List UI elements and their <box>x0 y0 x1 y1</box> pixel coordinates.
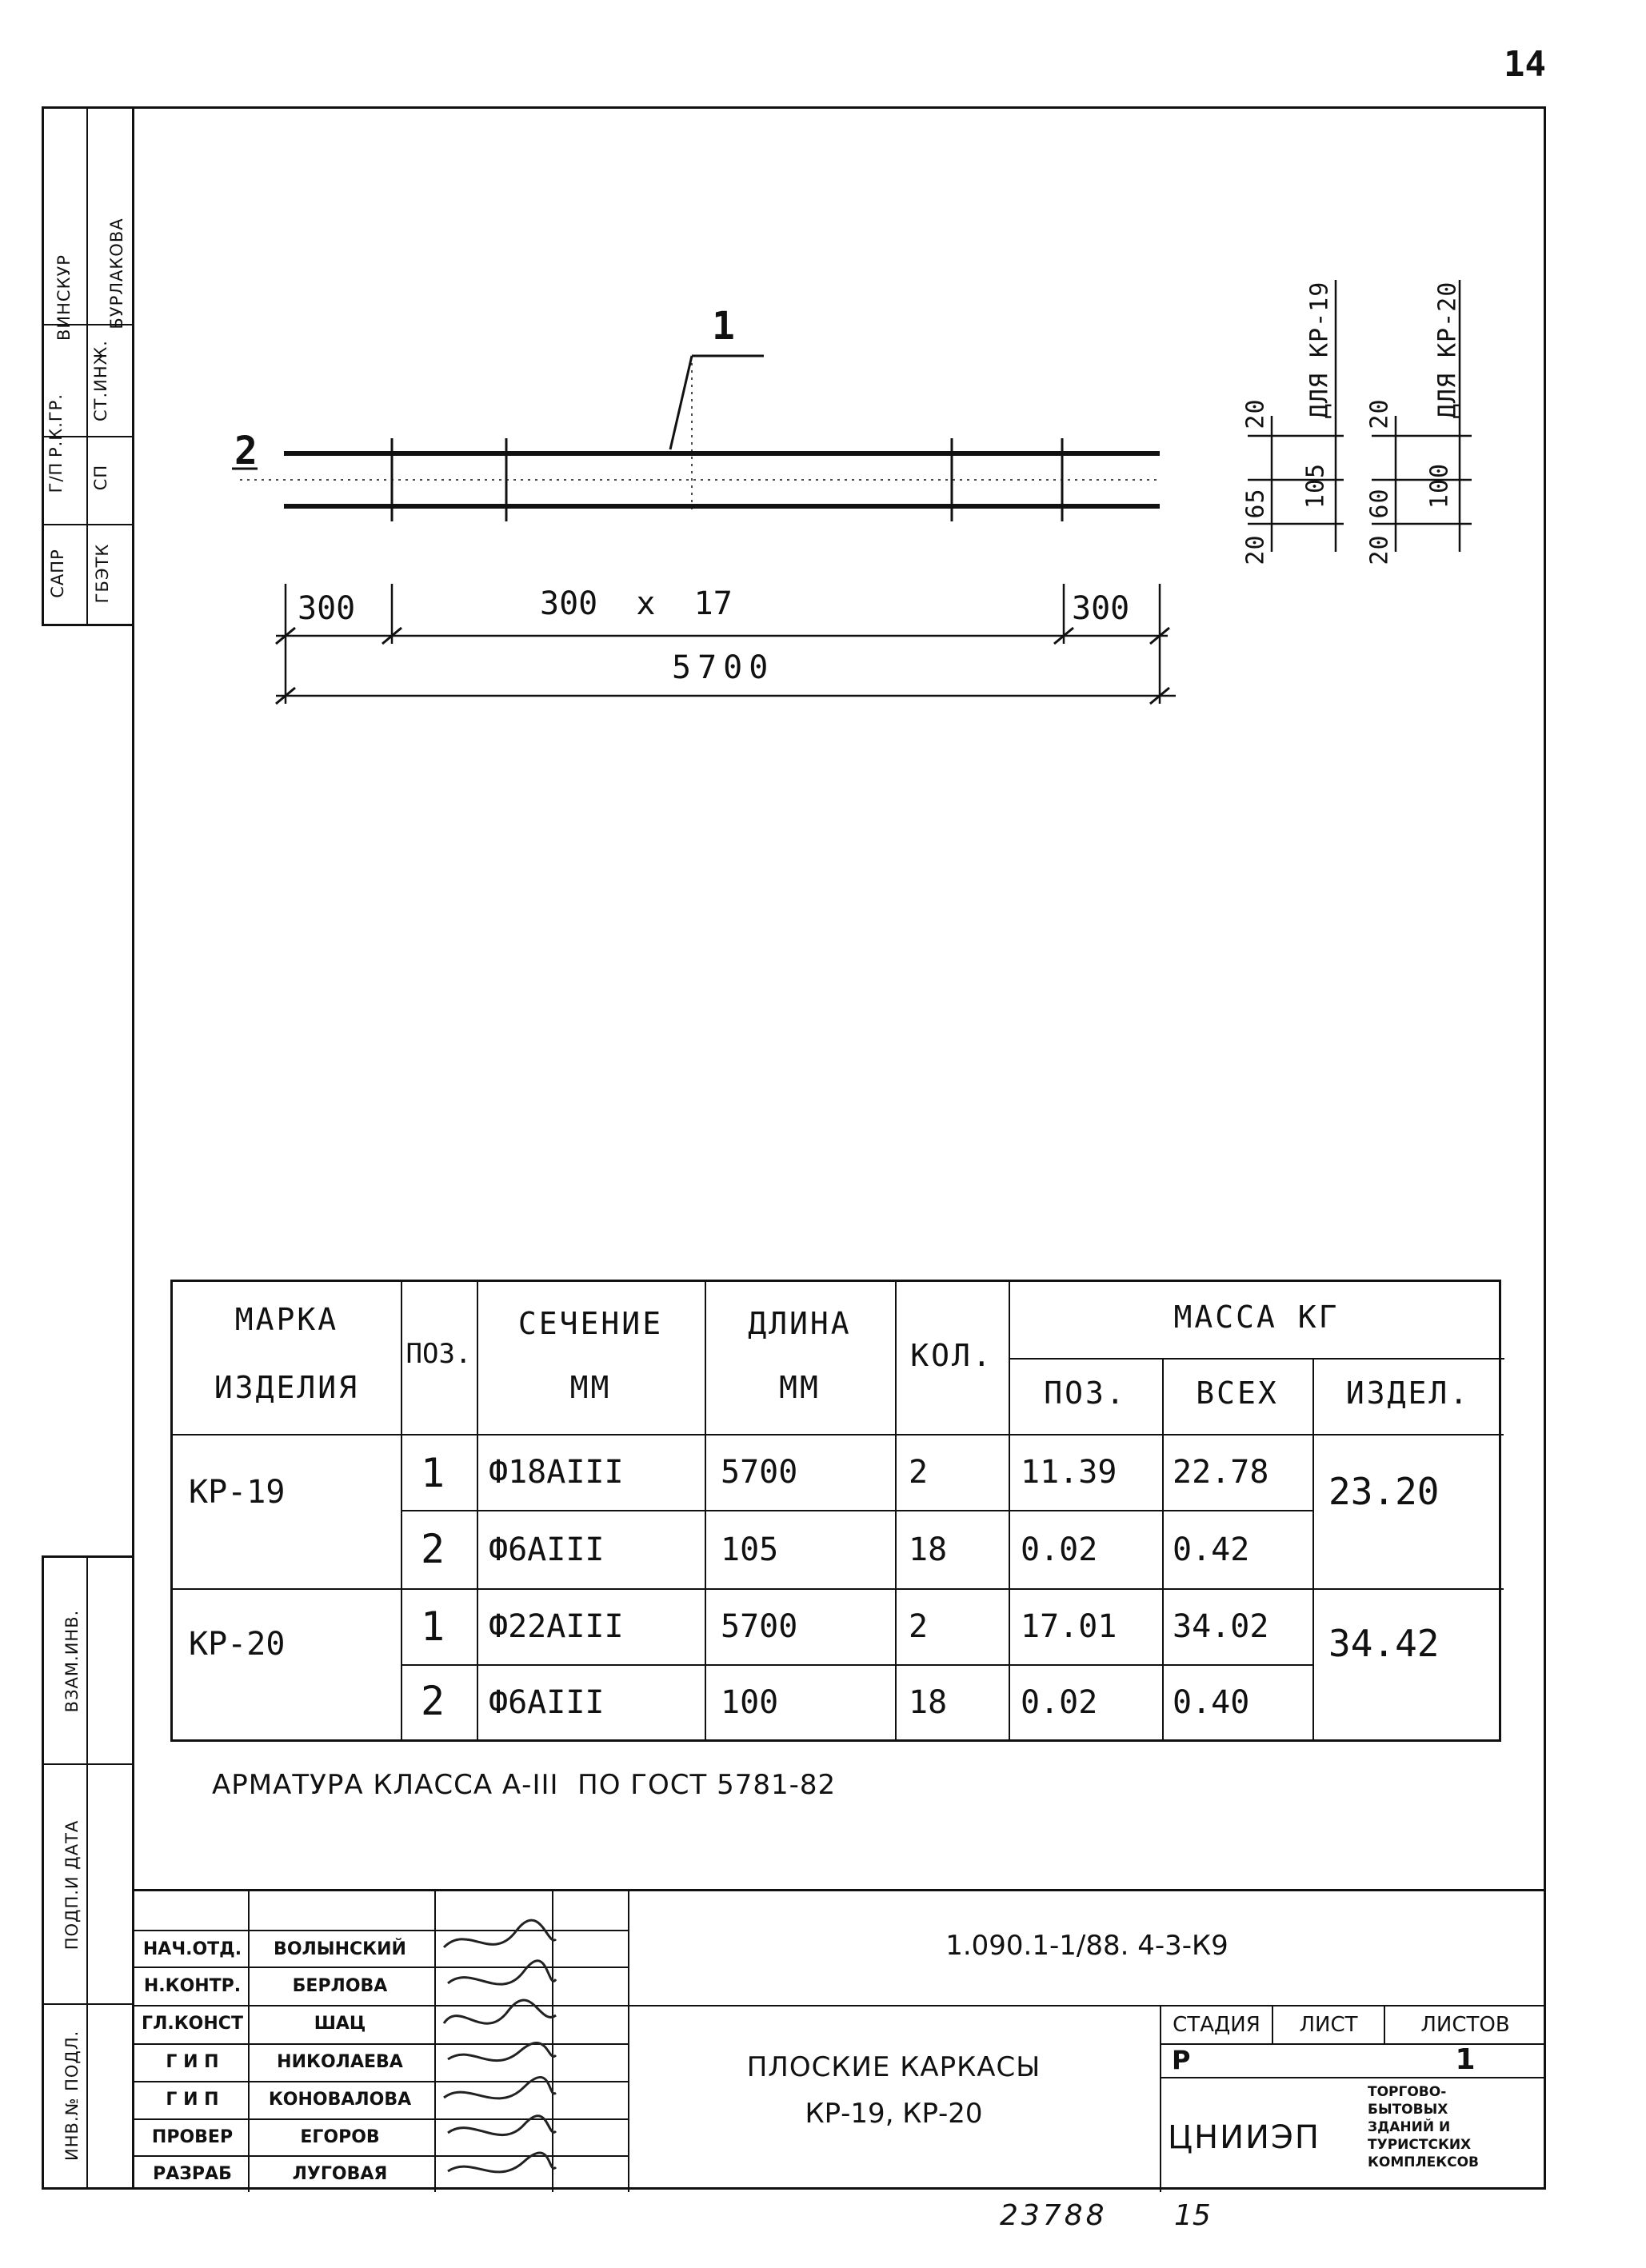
dim-middle: 300 x 17 <box>540 585 733 622</box>
cell-mass-all: 34.02 <box>1173 1608 1269 1645</box>
cell-length: 5700 <box>721 1608 798 1645</box>
cell-mass-pos: 0.02 <box>1021 1684 1098 1721</box>
person-name: КОНОВАЛОВА <box>268 2090 412 2110</box>
cell-qty: 18 <box>909 1684 948 1721</box>
sec-kr20-bottom: 20 <box>1365 534 1394 565</box>
sec-kr19-label: ДЛЯ КР-19 <box>1305 281 1334 419</box>
org-desc-line: КОМПЛЕКСОВ <box>1368 2154 1480 2170</box>
org-desc <box>1368 2083 1479 2171</box>
role-label: Г И П <box>166 2052 219 2072</box>
cell-mass-pos: 17.01 <box>1021 1608 1117 1645</box>
cell-length: 100 <box>721 1684 779 1721</box>
sec-kr19-a: 65 <box>1241 488 1270 519</box>
role-label: Н.КОНТР. <box>143 1976 242 1996</box>
dim-300-right: 300 <box>1072 590 1130 627</box>
cell-length: 105 <box>721 1531 779 1568</box>
hdr-section-2: ММ <box>569 1370 612 1405</box>
cell-mass-all: 22.78 <box>1173 1454 1269 1491</box>
cell-qty: 2 <box>909 1608 929 1645</box>
strip-label: СТ.ИНЖ. <box>91 340 110 421</box>
signatures <box>428 1915 564 2192</box>
role-label: Г И П <box>166 2090 219 2110</box>
org-desc-line: ЗДАНИЙ И <box>1368 2119 1451 2135</box>
dim-total: 5700 <box>672 649 775 686</box>
position-2-label: 2 <box>234 429 258 473</box>
hdr-qty: КОЛ. <box>910 1338 993 1373</box>
strip-label: Р.К.ГР. <box>46 393 66 458</box>
leader-1 <box>670 356 692 449</box>
org-desc-line: БЫТОВЫХ <box>1368 2102 1448 2118</box>
strip-label: ГБЭТК <box>93 543 112 604</box>
hdr-mass: МАССА КГ <box>1173 1300 1340 1335</box>
organization: ЦНИИЭП <box>1168 2119 1320 2156</box>
position-1-label: 1 <box>712 304 735 349</box>
strip-label: БУРЛАКОВА <box>107 218 126 329</box>
role-label: ГЛ.КОНСТ <box>142 2014 243 2034</box>
cell-pos: 2 <box>421 1678 445 1724</box>
spec-table <box>170 1280 1501 1742</box>
sheet-label: ЛИСТ <box>1299 2013 1358 2037</box>
cell-mass-all: 0.40 <box>1173 1684 1250 1721</box>
title-line-1: ПЛОСКИЕ КАРКАСЫ <box>746 2051 1041 2083</box>
doc-code: 1.090.1-1/88. 4-3-К9 <box>945 1930 1229 1962</box>
approval-strip-bottom <box>42 1555 134 2190</box>
footer-number: 15 <box>1174 2199 1211 2232</box>
hdr-length-2: ММ <box>779 1370 821 1405</box>
strip-label: СП <box>91 464 110 491</box>
cell-section: Ф18АIII <box>489 1454 624 1491</box>
row-mark: КР-19 <box>189 1474 286 1511</box>
org-desc-line: ТУРИСТСКИХ <box>1368 2137 1472 2153</box>
role-label: НАЧ.ОТД. <box>142 1939 242 1959</box>
reinforcement-note: АРМАТУРА КЛАССА А-III ПО ГОСТ 5781-82 <box>212 1769 837 1801</box>
cell-pos: 1 <box>421 1450 445 1496</box>
hdr-mark-1: МАРКА <box>234 1302 339 1337</box>
strip-label: Г/П <box>46 461 66 493</box>
hdr-pos: ПОЗ. <box>406 1338 472 1370</box>
dim-300-left: 300 <box>298 590 356 627</box>
row-total: 23.20 <box>1328 1470 1440 1513</box>
sec-kr19-top: 20 <box>1241 398 1270 429</box>
cell-section: Ф6АIII <box>489 1531 605 1568</box>
person-name: ЕГОРОВ <box>300 2127 380 2147</box>
strip-label: ИНВ.№ ПОДЛ. <box>62 2030 82 2161</box>
sheets-label: ЛИСТОВ <box>1420 2013 1510 2037</box>
hdr-length-1: ДЛИНА <box>748 1306 852 1341</box>
sec-kr20-b: 100 <box>1425 462 1454 509</box>
title-block <box>132 1889 1546 2190</box>
stage-label: СТАДИЯ <box>1173 2013 1260 2037</box>
sec-kr19-b: 105 <box>1301 462 1330 509</box>
person-name: ЛУГОВАЯ <box>292 2164 388 2184</box>
strip-label: ВЗАМ.ИНВ. <box>62 1609 82 1713</box>
cell-qty: 18 <box>909 1531 948 1568</box>
row-total: 34.42 <box>1328 1622 1440 1665</box>
cell-pos: 2 <box>421 1526 445 1572</box>
sheets-value: 1 <box>1455 2043 1476 2076</box>
cell-mass-pos: 11.39 <box>1021 1454 1117 1491</box>
cell-length: 5700 <box>721 1454 798 1491</box>
title-line-2: КР-19, КР-20 <box>805 2098 983 2130</box>
sec-kr19-bottom: 20 <box>1241 534 1270 565</box>
role-label: РАЗРАБ <box>153 2164 232 2184</box>
inventory-number: 23788 <box>1000 2199 1108 2232</box>
cell-section: Ф22АIII <box>489 1608 624 1645</box>
person-name: БЕРЛОВА <box>292 1976 388 1996</box>
sec-kr20-label: ДЛЯ КР-20 <box>1433 281 1462 419</box>
cell-mass-pos: 0.02 <box>1021 1531 1098 1568</box>
hdr-section-1: СЕЧЕНИЕ <box>517 1306 664 1341</box>
strip-label: ПОДП.И ДАТА <box>62 1819 82 1951</box>
page-number: 14 <box>1504 44 1546 85</box>
strip-label: САПР <box>48 549 67 598</box>
org-desc-line: ТОРГОВО- <box>1368 2084 1447 2100</box>
frame-drawing <box>0 0 1646 800</box>
person-name: НИКОЛАЕВА <box>277 2052 403 2072</box>
strip-label: ВИНСКУР <box>54 254 74 341</box>
hdr-mark-2: ИЗДЕЛИЯ <box>214 1370 360 1405</box>
person-name: ВОЛЫНСКИЙ <box>274 1939 406 1959</box>
cell-qty: 2 <box>909 1454 929 1491</box>
cell-pos: 1 <box>421 1603 445 1650</box>
row-mark: КР-20 <box>189 1626 286 1663</box>
cell-mass-all: 0.42 <box>1173 1531 1250 1568</box>
cell-section: Ф6АIII <box>489 1684 605 1721</box>
hdr-mass-pos: ПОЗ. <box>1044 1376 1127 1411</box>
stage-value: Р <box>1172 2045 1191 2075</box>
role-label: ПРОВЕР <box>151 2127 234 2147</box>
person-name: ШАЦ <box>314 2014 366 2034</box>
sec-kr20-a: 60 <box>1365 488 1394 519</box>
hdr-mass-item: ИЗДЕЛ. <box>1345 1376 1471 1411</box>
sec-kr20-top: 20 <box>1365 398 1394 429</box>
hdr-mass-all: ВСЕХ <box>1196 1376 1279 1411</box>
